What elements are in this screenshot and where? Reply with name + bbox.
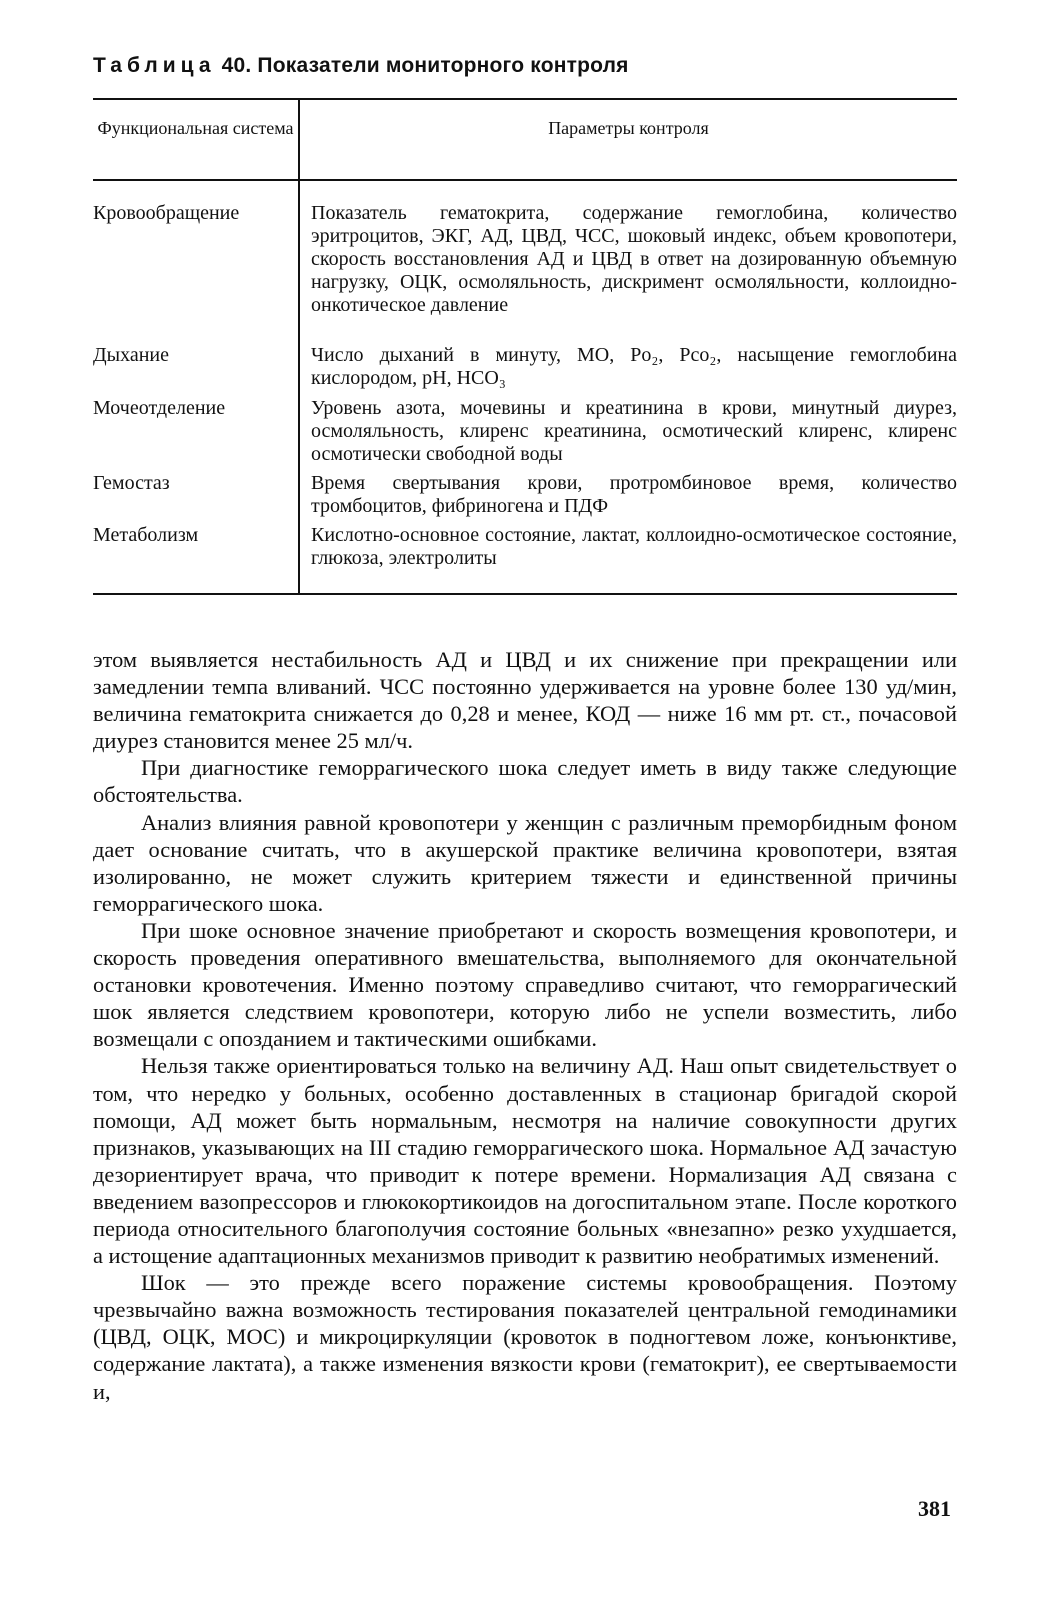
table-top-rule [93, 98, 957, 100]
table-bottom-rule [93, 593, 957, 595]
table-caption-label: Таблица [93, 54, 216, 77]
table-column-separator [298, 98, 300, 595]
paragraph: Нельзя также ориентироваться только на величину АД. Наш опыт свидетельствует о том, что нередко у больных, особенно доставленных в стационар бригадой скорой помощи, АД может быть нормальным, несмотря на наличие совокупности других признаков, указывающих на III стадию геморрагического шока. Нормальное АД зачастую дезориентирует врача, что приводит к потере времени. Нормализация АД связана с введением вазопрессоров и глюкокортикоидов на догоспитальном этапе. После короткого периода относительного благополучия состояние больных «внезапно» резко ухудшается, а истощение адаптационных механизмов приводит к развитию необратимых изменений. [93, 1053, 957, 1269]
table-header-rule [93, 179, 957, 181]
header-functional-system: Функциональная система [97, 118, 294, 138]
paragraph: При диагностике геморрагического шока следует иметь в виду также следующие обстоятельства. [93, 755, 957, 808]
row-system-metabolism: Метаболизм [93, 524, 199, 546]
body-text [93, 646, 957, 1405]
row-parameters-circulation: Показатель гематокрита, содержание гемоглобина, количество эритроцитов, ЭКГ, АД, ЦВД, ЧСС, шоковый индекс, объем кровопотери, скорость восстановления АД и ЦВД в ответ на дозированную объемную нагрузку, ОЦК, осмоляльность, дискримент осмоляльности, коллоидно-онкотическое давление [311, 202, 957, 316]
table-caption-number: 40. [221, 54, 252, 77]
row-parameters-respiration: Число дыханий в минуту, МО, Po₂, Pco₂, насыщение гемоглобина кислородом, pH, HCO₃ [311, 344, 957, 389]
row-system-respiration: Дыхание [93, 344, 169, 366]
row-system-urination: Мочеотделение [93, 397, 226, 419]
row-system-circulation: Кровообращение [93, 202, 240, 224]
table-caption-title: Показатели мониторного контроля [257, 54, 629, 77]
row-parameters-hemostasis: Время свертывания крови, протромбиновое время, количество тромбоцитов, фибриногена и ПДФ [311, 472, 957, 517]
row-parameters-urination: Уровень азота, мочевины и креатинина в крови, минутный диурез, осмоляльность, клиренс креатинина, осмотический клиренс, клиренс осмотически свободной воды [311, 397, 957, 465]
table-caption [93, 54, 629, 78]
paragraph: При шоке основное значение приобретают и скорость возмещения кровопотери, и скорость проведения оперативного вмешательства, выполняемого для окончательной остановки кровотечения. Именно поэтому справедливо считают, что геморрагический шок является следствием кровопотери, которую либо не успели возместить, либо возмещали с опозданием и тактическими ошибками. [93, 917, 957, 1052]
paragraph: Анализ влияния равной кровопотери у женщин с различным преморбидным фоном дает основание считать, что в акушерской практике величина кровопотери, взятая изолированно, не может служить критерием тяжести и единственной причины геморрагического шока. [93, 809, 957, 916]
paragraph: Шок — это прежде всего поражение системы кровообращения. Поэтому чрезвычайно важна возможность тестирования показателей центральной гемодинамики (ЦВД, ОЦК, МОС) и микроциркуляции (кровоток в подногтевом ложе, конъюнктиве, содержание лактата), а также изменения вязкости крови (гематокрит), ее свертываемости и, [93, 1270, 957, 1404]
row-parameters-metabolism: Кислотно-основное состояние, лактат, коллоидно-осмотическое состояние, глюкоза, электролиты [311, 524, 957, 569]
monitoring-table [93, 98, 957, 596]
header-control-parameters: Параметры контроля [548, 118, 709, 138]
page-number: 381 [918, 1496, 951, 1521]
row-system-hemostasis: Гемостаз [93, 472, 170, 494]
paragraph: этом выявляется нестабильность АД и ЦВД и их снижение при прекращении или замедлении темпа вливаний. ЧСС постоянно удерживается на уровне более 130 уд/мин, величина гематокрита снижается до 0,28 и менее, КОД — ниже 16 мм рт. ст., почасовой диурез становится менее 25 мл/ч. [93, 647, 957, 754]
